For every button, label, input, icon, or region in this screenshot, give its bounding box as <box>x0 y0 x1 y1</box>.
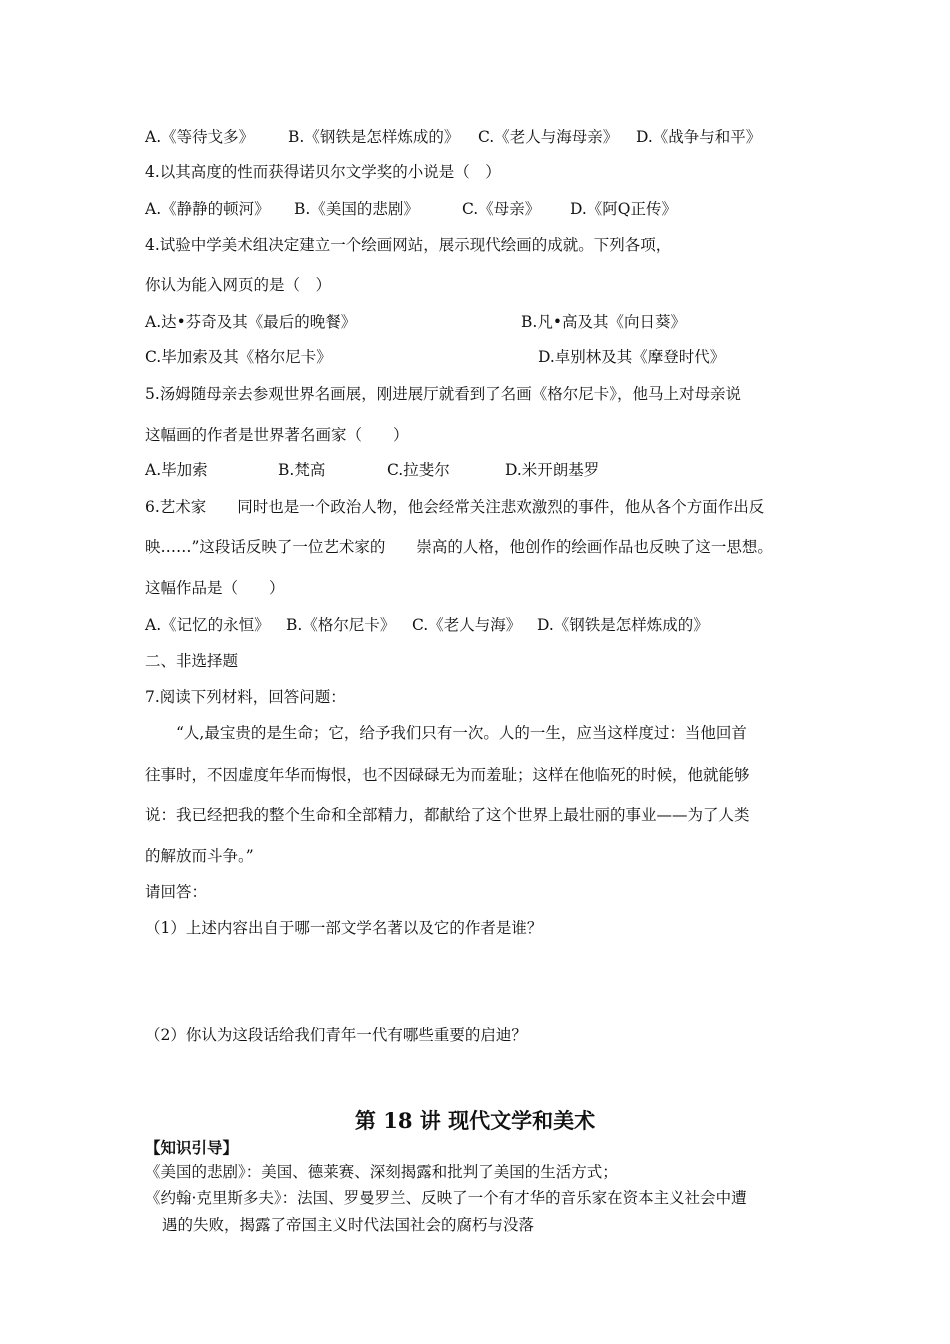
sub-question-1: （1）上述内容出自于哪一部文学名著以及它的作者是谁？ <box>145 919 543 937</box>
section-heading: 二、非选择题 <box>145 652 239 670</box>
q5-option-b: B.梵高 <box>278 461 326 479</box>
q5-option-c: C.拉斐尔 <box>387 461 450 479</box>
option-c: C.《老人与海母亲》 <box>478 128 619 146</box>
q4a-option-c: C.《母亲》 <box>462 200 541 218</box>
knowledge-heading: 【知识引导】 <box>145 1138 239 1157</box>
q4b-option-d: D.卓别林及其《摩登时代》 <box>538 348 726 366</box>
knowledge-item-2-line1: 《约翰·克里斯多夫》：法国、罗曼罗兰、反映了一个有才华的音乐家在资本主义社会中遭 <box>145 1189 747 1207</box>
question-6-stem-line3: 这幅作品是（ ） <box>145 579 285 597</box>
option-d: D.《战争与和平》 <box>636 128 762 146</box>
q4b-option-a: A.达•芬奇及其《最后的晚餐》 <box>145 313 357 331</box>
knowledge-item-1: 《美国的悲剧》：美国、德莱赛、深刻揭露和批判了美国的生活方式； <box>145 1163 618 1181</box>
q4a-option-d: D.《阿Q正传》 <box>570 200 678 218</box>
question-4b-stem-line2: 你认为能入网页的是（ ） <box>145 276 332 294</box>
quote-line-1: “人,最宝贵的是生命；它，给予我们只有一次。人的一生，应当这样度过：当他回首 <box>176 724 747 742</box>
question-5-stem-line1: 5.汤姆随母亲去参观世界名画展，刚进展厅就看到了名画《格尔尼卡》，他马上对母亲说 <box>145 385 742 403</box>
q6-option-b: B.《格尔尼卡》 <box>286 616 396 634</box>
q5-option-d: D.米开朗基罗 <box>505 461 600 479</box>
quote-line-4: 的解放而斗争。” <box>145 847 254 865</box>
knowledge-item-2-line2: 遇的失败，揭露了帝国主义时代法国社会的腐朽与没落 <box>162 1216 535 1234</box>
question-4a-stem: 4.以其高度的性而获得诺贝尔文学奖的小说是（ ） <box>145 163 501 181</box>
question-7-stem: 7.阅读下列材料，回答问题： <box>145 688 346 706</box>
question-5-stem-line2: 这幅画的作者是世界著名画家（ ） <box>145 426 409 444</box>
answer-prompt: 请回答： <box>145 883 208 901</box>
sub-question-2: （2）你认为这段话给我们青年一代有哪些重要的启迪？ <box>145 1026 527 1044</box>
lecture-title: 第 18 讲 现代文学和美术 <box>354 1108 596 1133</box>
q4a-option-a: A.《静静的顿河》 <box>145 200 270 218</box>
question-6-stem-line2: 映……”这段话反映了一位艺术家的 崇高的人格，他创作的绘画作品也反映了这一思想。 <box>145 538 773 556</box>
q6-option-d: D.《钢铁是怎样炼成的》 <box>537 616 709 634</box>
q6-option-a: A.《记忆的永恒》 <box>145 616 270 634</box>
q4a-option-b: B.《美国的悲剧》 <box>294 200 419 218</box>
question-6-stem-line1: 6.艺术家 同时也是一个政治人物，他会经常关注悲欢激烈的事件，他从各个方面作出反 <box>145 498 765 516</box>
q4b-option-c: C.毕加索及其《格尔尼卡》 <box>145 348 332 366</box>
q5-option-a: A.毕加索 <box>145 461 208 479</box>
quote-line-3: 说：我已经把我的整个生命和全部精力，都献给了这个世界上最壮丽的事业——为了人类 <box>145 806 750 824</box>
q4b-option-b: B.凡•高及其《向日葵》 <box>521 313 686 331</box>
q6-option-c: C.《老人与海》 <box>412 616 522 634</box>
quote-line-2: 往事时，不因虚度年华而悔恨，也不因碌碌无为而羞耻；这样在他临死的时候，他就能够 <box>145 766 750 784</box>
question-4b-stem-line1: 4.试验中学美术组决定建立一个绘画网站，展示现代绘画的成就。下列各项， <box>145 236 672 254</box>
option-a: A.《等待戈多》 <box>145 128 255 146</box>
option-b: B.《钢铁是怎样炼成的》 <box>288 128 460 146</box>
